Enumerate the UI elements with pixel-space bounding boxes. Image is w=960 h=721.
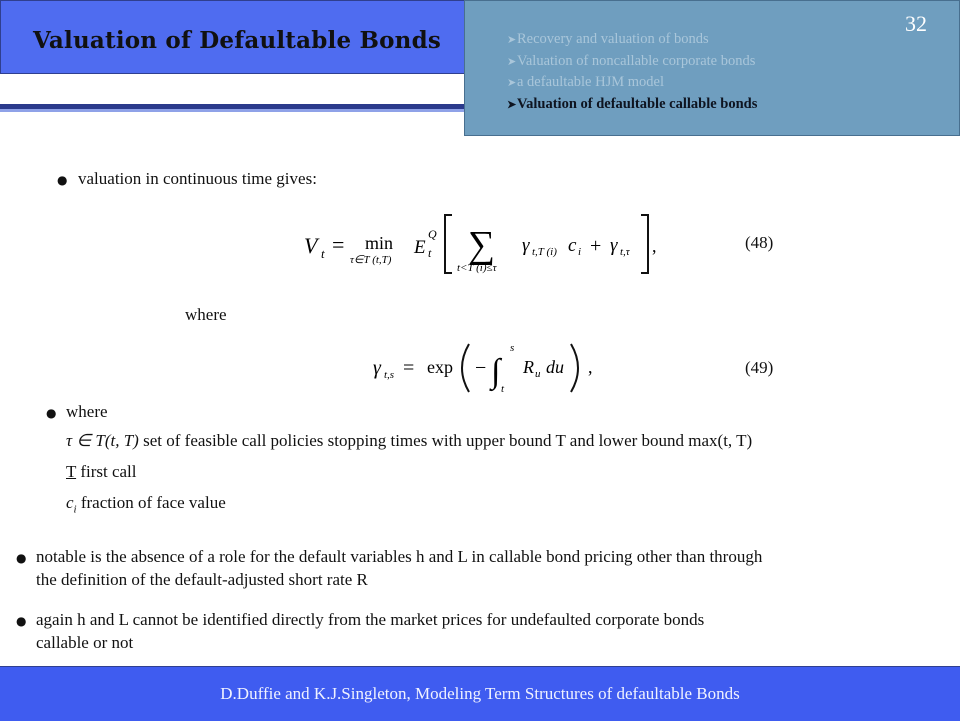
eq48-left-bracket xyxy=(445,215,452,273)
arrow-icon: ➤ xyxy=(507,55,517,68)
eq48-term2: γ xyxy=(610,235,618,256)
def1-text: set of feasible call policies stopping times with upper bound T and lower bound max(t, T) xyxy=(143,431,753,450)
eq48-expectation-sup: Q xyxy=(428,227,437,241)
eq48-comma: , xyxy=(652,236,657,256)
nav-item-noncallable[interactable]: ➤Valuation of noncallable corporate bonds xyxy=(507,51,757,73)
eq49-minus: − xyxy=(475,357,487,379)
eq48-term2-sub: t,τ xyxy=(620,246,630,258)
def3-symbol: c xyxy=(66,493,74,512)
nav-item-hjm[interactable]: ➤a defaultable HJM model xyxy=(507,72,757,94)
definition-face-value xyxy=(66,493,226,515)
eq49-integrand: R xyxy=(523,357,534,377)
eq49-comma: , xyxy=(588,357,593,377)
eq49-integral-sign: ∫ xyxy=(491,353,501,390)
def2-text: first call xyxy=(80,462,137,481)
def1-symbol: τ ∈ T(t, T) xyxy=(66,431,139,450)
title-bar xyxy=(0,0,466,74)
where-label: where xyxy=(185,305,227,324)
equation-48 xyxy=(290,205,690,285)
footer-citation: D.Duffie and K.J.Singleton, Modeling Term Structures of defaultable Bonds xyxy=(220,684,740,703)
eq49-exp: exp xyxy=(427,357,453,377)
section-list xyxy=(507,29,757,115)
bullet-dot: ● xyxy=(16,614,27,628)
bullet-text-notable-line2: the definition of the default-adjusted short rate R xyxy=(36,570,368,589)
arrow-icon: ➤ xyxy=(507,98,517,111)
definition-first-call xyxy=(66,462,137,482)
eq48-sum-sign: ∑ xyxy=(468,224,496,266)
section-navigation xyxy=(464,0,960,136)
def3-sub: i xyxy=(73,503,77,516)
eq48-min: min xyxy=(365,233,394,253)
bullet-text-again-line1: again h and L cannot be identified directly from the market prices for undefaulted corporate bonds xyxy=(36,610,705,629)
eq48-expectation: E xyxy=(414,237,426,258)
eq49-right-paren xyxy=(571,344,578,392)
bullet-dot: ● xyxy=(57,173,68,187)
eq48-term1-c-sub: i xyxy=(578,246,582,258)
nav-item-callable[interactable]: ➤Valuation of defaultable callable bonds xyxy=(507,94,757,116)
def3-text: fraction of face value xyxy=(80,493,226,512)
def2-symbol: T xyxy=(66,462,77,481)
eq48-equals: = xyxy=(332,232,345,257)
eq49-lhs-sub: t,s xyxy=(384,369,395,381)
eq49-du: du xyxy=(546,357,564,377)
eq48-number: (48) xyxy=(745,233,774,252)
eq48-term1-c: c xyxy=(568,235,577,256)
eq49-int-lower: t xyxy=(501,383,505,395)
footer-bar xyxy=(0,666,960,721)
bullet-text-again-line2: callable or not xyxy=(36,633,134,652)
eq48-plus: + xyxy=(590,235,602,257)
eq48-sum-sub: t<T (i)≤τ xyxy=(457,262,497,274)
eq48-term1: γ xyxy=(522,235,530,256)
arrow-icon: ➤ xyxy=(507,34,517,46)
bullet-text-where: where xyxy=(66,402,108,421)
equation-49 xyxy=(365,336,625,406)
eq49-left-paren xyxy=(462,344,469,392)
eq48-term1-sub: t,T (i) xyxy=(532,246,557,258)
eq48-min-sub: τ∈T (t,T) xyxy=(350,254,392,266)
bullet-dot: ● xyxy=(46,406,57,420)
bullet-text-valuation: valuation in continuous time gives: xyxy=(78,169,317,188)
eq48-expectation-sub: t xyxy=(428,246,432,260)
eq49-equals: = xyxy=(403,357,415,379)
bullet-text-notable-line1: notable is the absence of a role for the default variables h and L in callable bond pricing other than through xyxy=(36,547,763,566)
eq48-lhs: V xyxy=(304,233,318,258)
slide-number: 32 xyxy=(905,11,927,36)
definition-call-policies xyxy=(66,431,752,451)
bullet-dot: ● xyxy=(16,551,27,565)
eq49-integrand-sub: u xyxy=(535,368,541,380)
nav-item-recovery[interactable]: ➤Recovery and valuation of bonds xyxy=(507,29,757,51)
arrow-icon: ➤ xyxy=(507,77,517,89)
eq48-lhs-sub: t xyxy=(321,246,325,261)
eq49-int-upper: s xyxy=(510,342,515,354)
title-underline-light xyxy=(0,109,466,112)
slide-title: Valuation of Defaultable Bonds xyxy=(33,27,442,54)
eq49-lhs: γ xyxy=(373,357,381,379)
eq49-number: (49) xyxy=(745,358,774,377)
eq48-right-bracket xyxy=(641,215,648,273)
